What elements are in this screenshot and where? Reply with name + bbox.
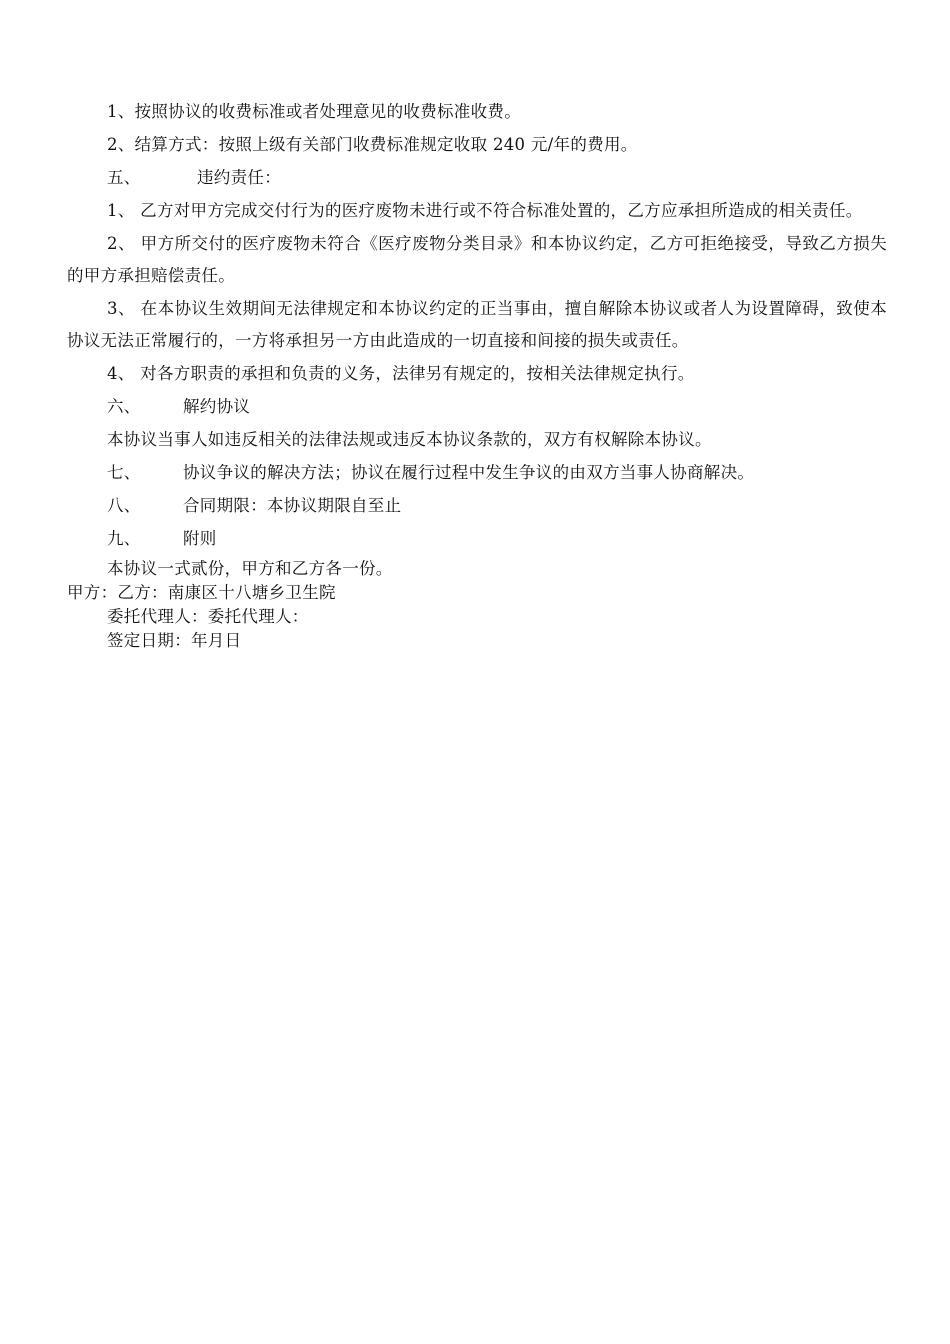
section-5-heading [67, 162, 887, 194]
section-6-title: 解约协议 [183, 397, 251, 416]
payment-clause-2: 2、结算方式：按照上级有关部门收费标准规定收取 240 元/年的费用。 [107, 135, 638, 154]
breach-item-2: 2、 甲方所交付的医疗废物未符合《医疗废物分类目录》和本协议约定，乙方可拒绝接受，导致乙方损失的甲方承担赔偿责任。 [67, 234, 887, 285]
section-6-heading [67, 391, 887, 423]
breach-item-3: 3、 在本协议生效期间无法律规定和本协议约定的正当事由，擅自解除本协议或者人为设置障碍，致使本协议无法正常履行的，一方将承担另一方由此造成的一切直接和间接的损失或责任。 [67, 299, 887, 350]
section-6-number: 六、 [107, 397, 141, 416]
document-body [67, 96, 887, 653]
payment-clause-1: 1、按照协议的收费标准或者处理意见的收费标准收费。 [107, 102, 521, 121]
section-7-number: 七、 [107, 463, 141, 482]
signature-date: 签定日期：年月日 [107, 631, 242, 650]
section-5-number: 五、 [107, 168, 141, 187]
breach-item-1: 1、 乙方对甲方完成交付行为的医疗废物未进行或不符合标准处置的，乙方应承担所造成的相关责任。 [107, 201, 863, 220]
section-8-number: 八、 [107, 496, 141, 515]
section-8-heading [67, 490, 887, 522]
section-6-text: 本协议当事人如违反相关的法律法规或违反本协议条款的，双方有权解除本协议。 [107, 430, 712, 449]
signature-parties: 甲方：乙方：南康区十八塘乡卫生院 [67, 583, 336, 602]
signature-agents: 委托代理人：委托代理人： [107, 607, 309, 626]
section-9-number: 九、 [107, 529, 141, 548]
signature-block [67, 557, 887, 653]
section-7-title: 协议争议的解决方法；协议在履行过程中发生争议的由双方当事人协商解决。 [183, 463, 755, 482]
section-9-title: 附则 [183, 529, 217, 548]
section-7-heading [67, 457, 887, 489]
section-9-heading [67, 523, 887, 555]
section-9-text: 本协议一式贰份，甲方和乙方各一份。 [107, 559, 393, 578]
breach-item-4: 4、 对各方职责的承担和负责的义务，法律另有规定的，按相关法律规定执行。 [107, 364, 695, 383]
section-8-title: 合同期限：本协议期限自至止 [183, 496, 402, 515]
section-5-title: 违约责任： [197, 168, 281, 187]
